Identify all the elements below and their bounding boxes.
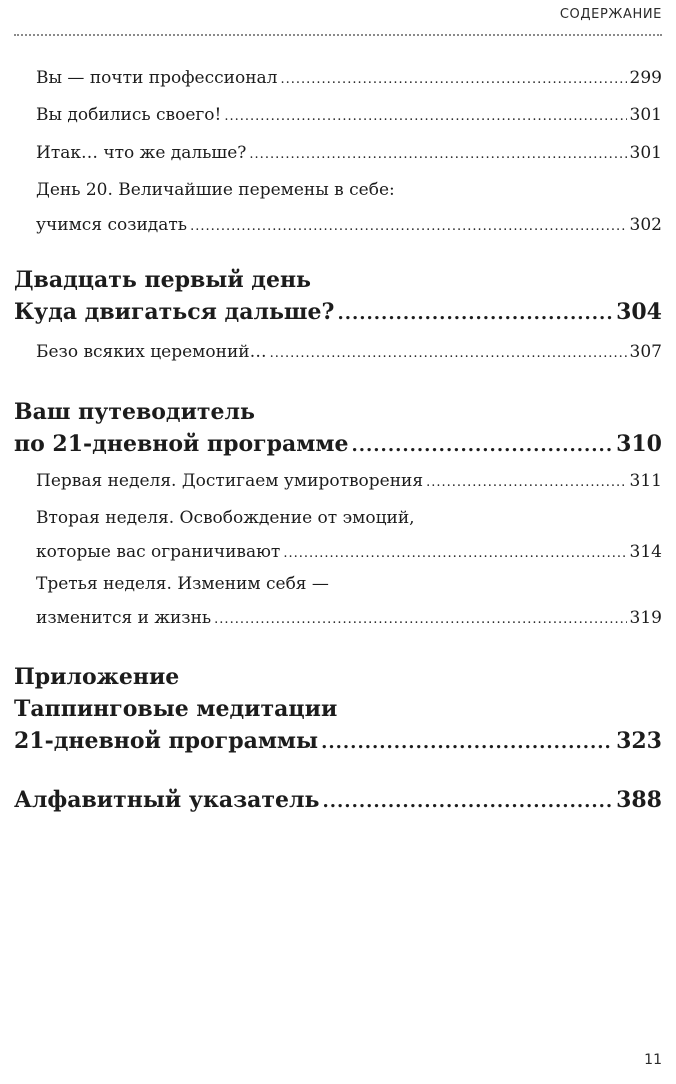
toc-entry-2[interactable] [36, 142, 662, 166]
toc-entry-title: учимся созидать [36, 215, 188, 235]
header-dotted-rule [14, 34, 662, 36]
toc-page-number: 311 [629, 471, 662, 491]
dot-leader [323, 784, 614, 818]
toc-entry-title: Вы — почти профессионал [36, 68, 278, 88]
toc-entry-title: Первая неделя. Достигаем умиротворения [36, 471, 424, 491]
toc-page-number: 302 [629, 215, 662, 235]
toc-entry-0[interactable] [36, 67, 662, 91]
toc-entry-title: Итак… что же дальше? [36, 143, 247, 163]
chapter-page-number: 388 [616, 787, 662, 813]
toc-page-number: 314 [629, 542, 662, 562]
chapter-title-line: Таппинговые медитации [14, 696, 338, 722]
toc-appendix[interactable] [14, 661, 662, 759]
toc-chapter-21[interactable] [14, 264, 662, 330]
dot-leader [321, 725, 613, 759]
toc-entry-title: изменится и жизнь [36, 608, 212, 628]
dot-leader [351, 428, 613, 462]
dot-leader [214, 607, 626, 631]
chapter-title-line: Ваш путеводитель [14, 399, 255, 425]
chapter-page-number: 304 [616, 299, 662, 325]
page-number: 11 [644, 1052, 662, 1068]
toc-entry-title: которые вас ограничивают [36, 542, 281, 562]
chapter-title-line: Двадцать первый день [14, 267, 311, 293]
toc-entry-title: Безо всяких церемоний… [36, 342, 267, 362]
toc-page-number: 307 [629, 342, 662, 362]
toc-entry-title-line: Третья неделя. Изменим себя — [36, 574, 329, 594]
toc-entry-title-line: Вторая неделя. Освобождение от эмоций, [36, 508, 415, 528]
chapter-title: Куда двигаться дальше? [14, 299, 335, 325]
dot-leader [280, 67, 626, 91]
toc-page-number: 301 [629, 143, 662, 163]
toc-chapter-guide[interactable] [14, 396, 662, 462]
toc-entry-title-line: День 20. Величайшие перемены в себе: [36, 180, 395, 200]
chapter-title: по 21-дневной программе [14, 431, 349, 457]
dot-leader [249, 142, 626, 166]
toc-entry-5[interactable] [36, 341, 662, 365]
dot-leader [270, 341, 627, 365]
toc-entry-3[interactable] [36, 179, 662, 238]
toc-entry-8[interactable] [36, 507, 662, 565]
appendix-label: Приложение [14, 664, 180, 690]
chapter-page-number: 310 [616, 431, 662, 457]
chapter-title: Алфавитный указатель [14, 787, 320, 813]
dot-leader [426, 470, 626, 494]
chapter-page-number: 323 [616, 728, 662, 754]
toc-entry-title: Вы добились своего! [36, 105, 222, 125]
toc-entry-9[interactable] [36, 573, 662, 631]
toc-index[interactable] [14, 784, 662, 818]
chapter-title: 21-дневной программы [14, 728, 319, 754]
toc-page-number: 301 [629, 105, 662, 125]
dot-leader [283, 541, 626, 565]
dot-leader [337, 296, 613, 330]
dot-leader [190, 214, 626, 238]
toc-entry-7[interactable] [36, 470, 662, 494]
toc-page-number: 319 [629, 608, 662, 628]
toc-page-number: 299 [629, 68, 662, 88]
running-head: СОДЕРЖАНИЕ [559, 7, 662, 22]
toc-entry-1[interactable] [36, 104, 662, 128]
dot-leader [224, 104, 626, 128]
